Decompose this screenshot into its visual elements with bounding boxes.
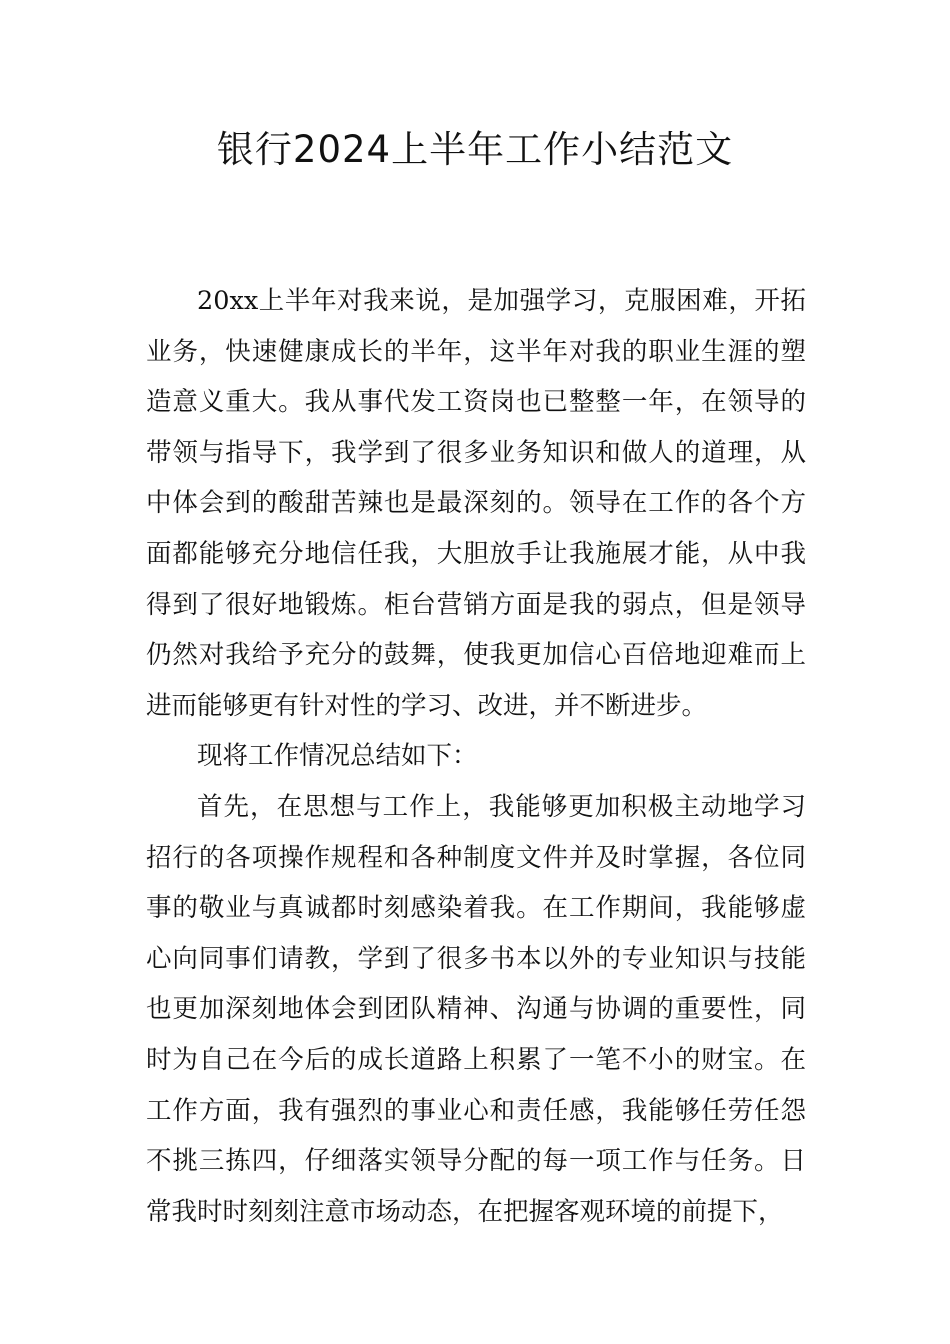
document-body [146,276,806,1237]
document-title: 银行2024上半年工作小结范文 [216,128,734,171]
paragraph-intro: 20xx上半年对我来说，是加强学习，克服困难，开拓业务，快速健康成长的半年，这半年对我的职业生涯的塑造意义重大。我从事代发工资岗也已整整一年，在领导的带领与指导下，我学到了很多业务知识和做人的道理，从中体会到的酸甜苦辣也是最深刻的。领导在工作的各个方面都能够充分地信任我，大胆放手让我施展才能，从中我得到了很好地锻炼。柜台营销方面是我的弱点，但是领导仍然对我给予充分的鼓舞，使我更加信心百倍地迎难而上进而能够更有针对性的学习、改进，并不断进步。 [146,286,806,721]
paragraph-first-point: 首先，在思想与工作上，我能够更加积极主动地学习招行的各项操作规程和各种制度文件并及时掌握，各位同事的敬业与真诚都时刻感染着我。在工作期间，我能够虚心向同事们请教，学到了很多书本以外的专业知识与技能也更加深刻地体会到团队精神、沟通与协调的重要性，同时为自己在今后的成长道路上积累了一笔不小的财宝。在工作方面，我有强烈的事业心和责任感，我能够任劳任怨不挑三拣四，仔细落实领导分配的每一项工作与任务。日常我时时刻刻注意市场动态，在把握客观环境的前提下， [146,791,806,1227]
paragraph-summary-lead: 现将工作情况总结如下： [197,741,478,772]
